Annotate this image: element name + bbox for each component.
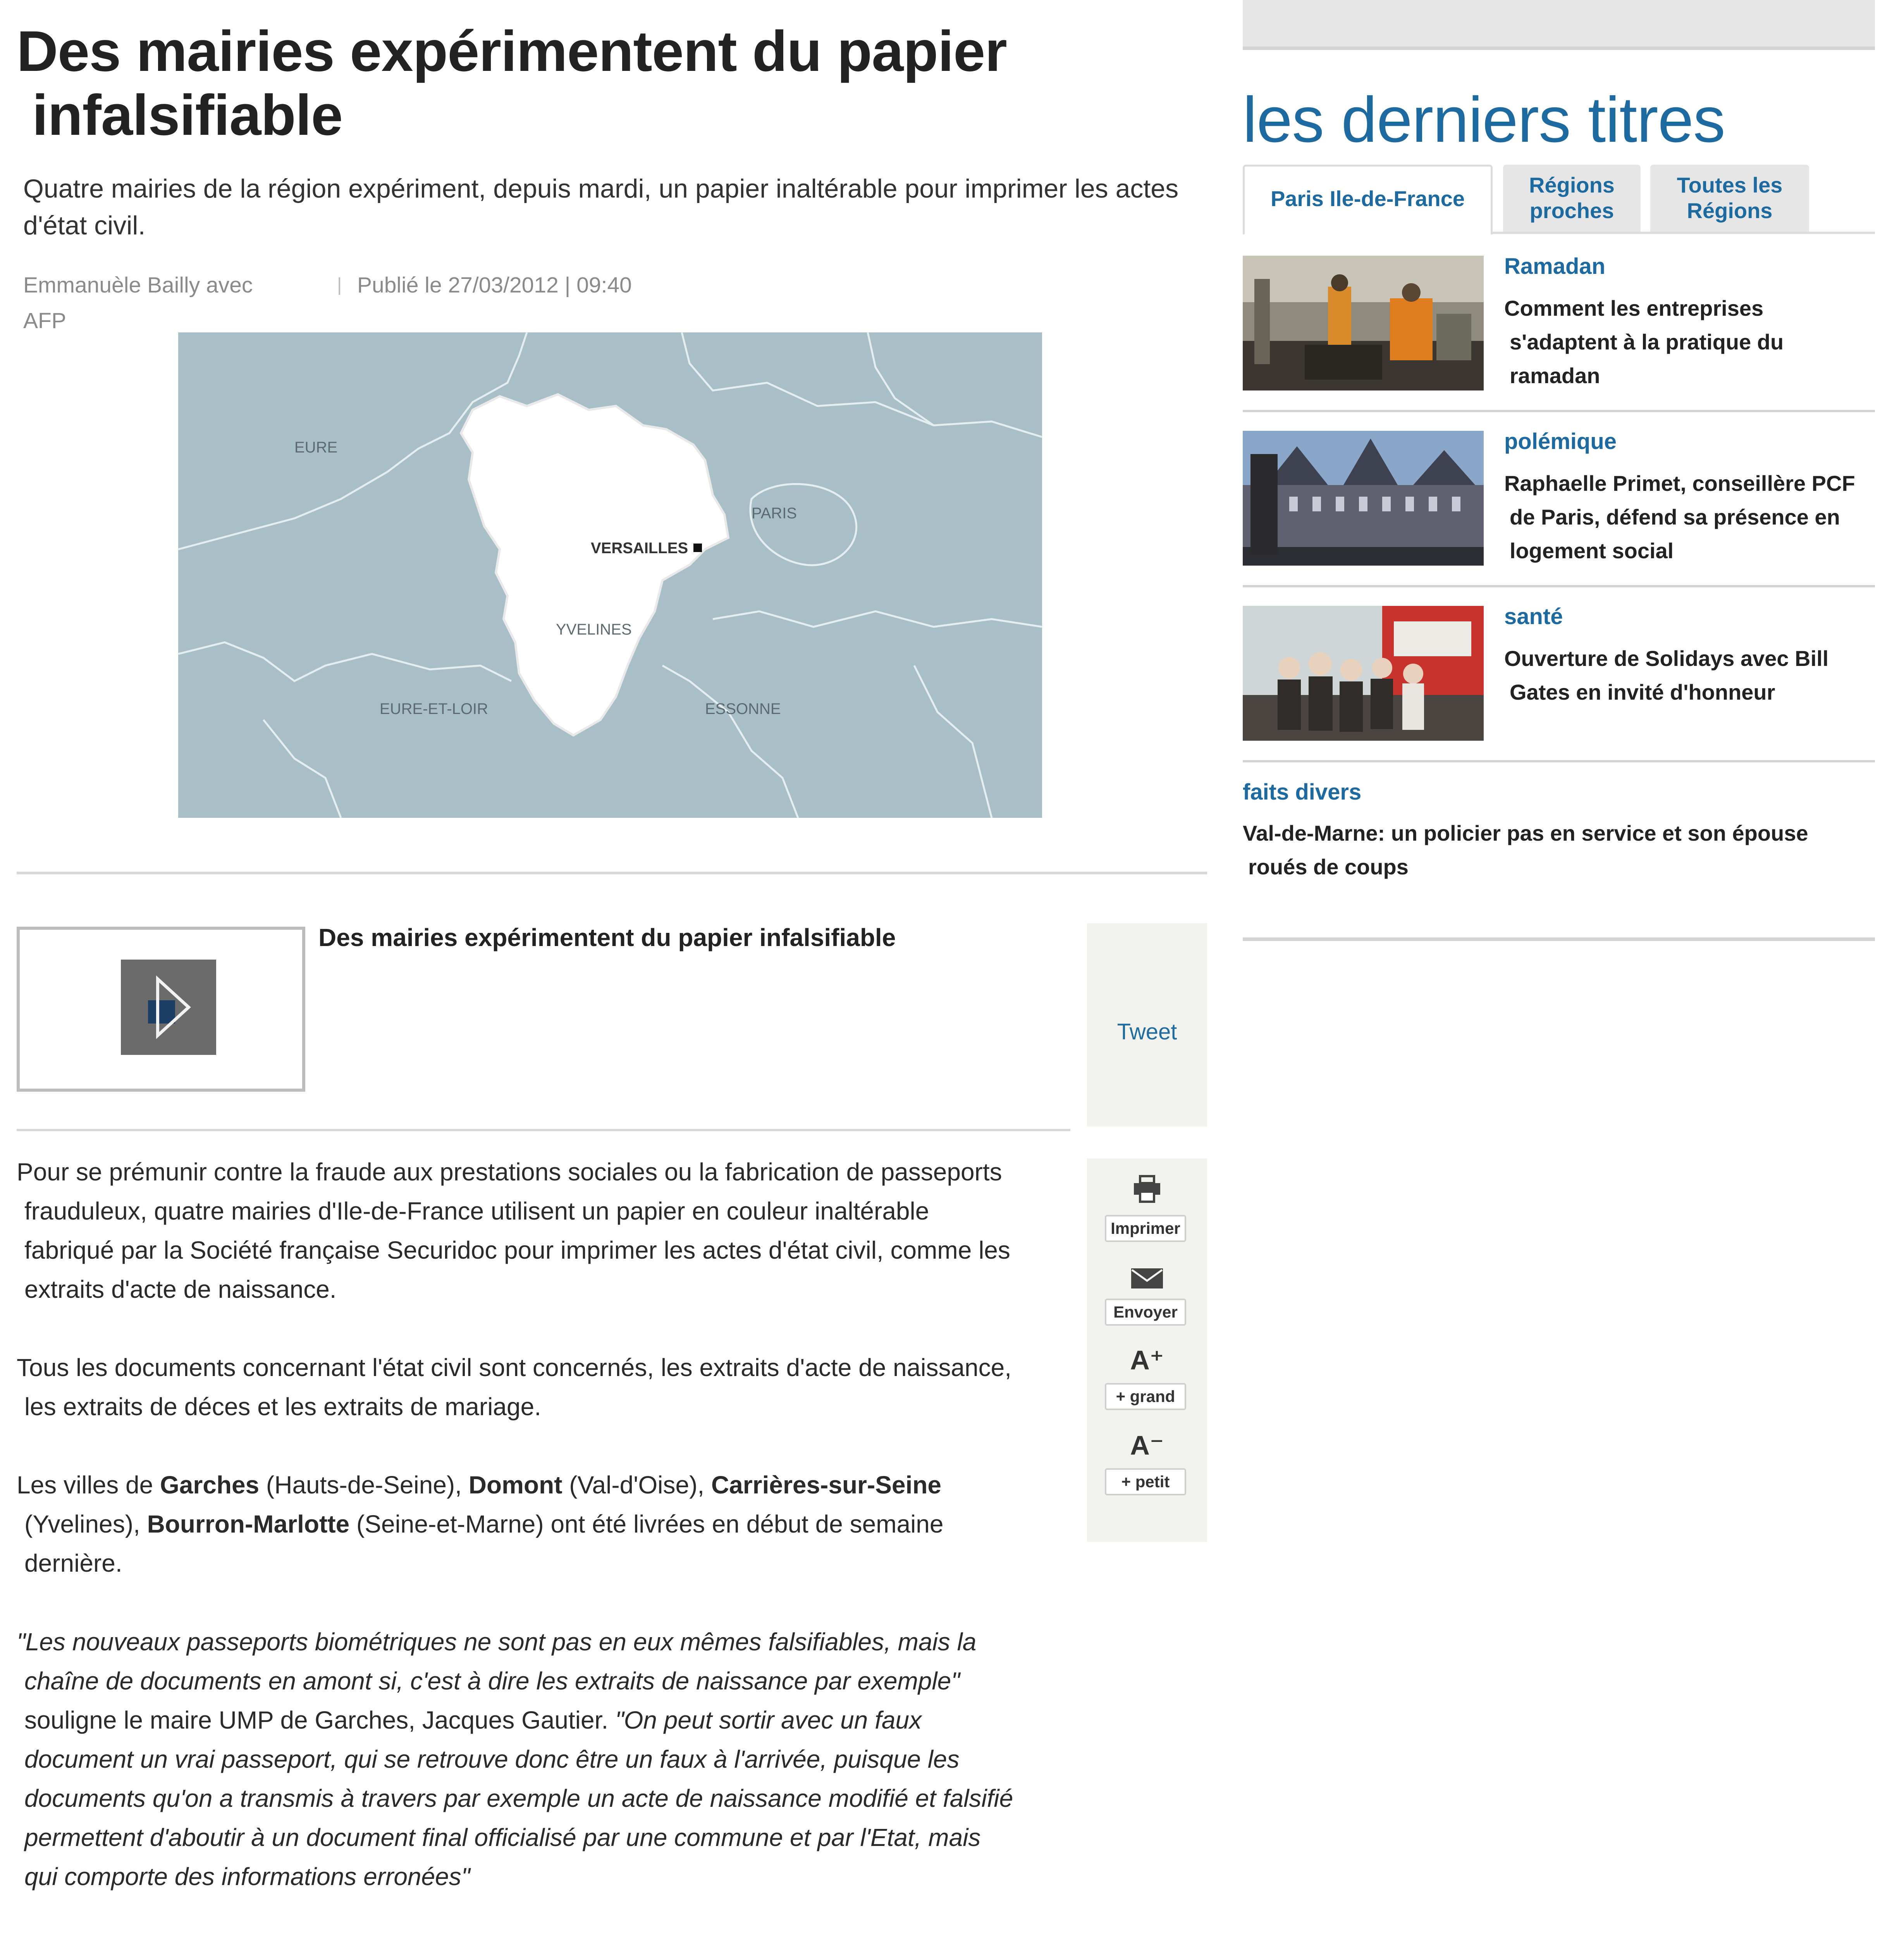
quote-line: chaîne de documents en amont si, c'est à dire les extraits de naissance par exemple" — [24, 1667, 960, 1695]
news-category[interactable]: faits divers — [1243, 779, 1362, 805]
map-label-versailles: VERSAILLES — [591, 540, 688, 557]
article-paragraph-4 — [17, 1622, 1078, 1896]
font-smaller-icon[interactable]: A⁻ — [1130, 1430, 1164, 1460]
town-carrieres: Carrières-sur-Seine — [711, 1471, 941, 1499]
publish-date: Publié le 27/03/2012 | 09:40 — [357, 273, 632, 298]
article-lead-line-1: Quatre mairies de la région expériment, depuis mardi, un papier inaltérable pour imprimer les actes — [23, 174, 1179, 203]
text-line: logement social — [1510, 538, 1674, 563]
news-title[interactable] — [1504, 642, 1828, 709]
sidebar-heading: les derniers titres — [1243, 84, 1725, 156]
divider — [1243, 46, 1875, 50]
quote-line: "Les nouveaux passeports biométriques ne sont pas en eux mêmes falsifiables, mais la — [17, 1628, 977, 1656]
text-line: s'adaptent à la pratique du — [1510, 330, 1784, 354]
divider — [17, 1129, 1070, 1131]
tweet-button[interactable]: Tweet — [1117, 1019, 1177, 1044]
article-lead-line-2: d'état civil. — [23, 211, 146, 240]
text-run: (Hauts-de-Seine), — [259, 1471, 469, 1499]
map-label-paris: PARIS — [752, 505, 797, 522]
divider — [1243, 938, 1875, 941]
text-line: roués de coups — [1248, 855, 1409, 879]
play-icon[interactable] — [121, 960, 216, 1055]
font-bigger-button[interactable]: + grand — [1105, 1383, 1186, 1410]
tab-label: Régions — [1529, 173, 1615, 197]
news-item[interactable] — [1243, 777, 1875, 893]
divider — [1243, 410, 1875, 412]
quote-line: "On peut sortir avec un faux — [615, 1706, 922, 1734]
author-line-1: Emmanuèle Bailly avec — [23, 273, 253, 298]
text-run: (Yvelines), — [24, 1510, 147, 1538]
article-title — [17, 19, 1179, 147]
tab-label: Paris Ile-de-France — [1270, 186, 1465, 211]
text-line: Tous les documents concernant l'état civil sont concernés, les extraits d'acte de naissance, — [17, 1354, 1011, 1381]
town-domont: Domont — [468, 1471, 562, 1499]
divider — [17, 872, 1207, 874]
text-line: Comment les entreprises — [1504, 296, 1764, 320]
map-label-eure: EURE — [294, 439, 338, 456]
text-run: souligne le maire UMP de Garches, Jacques Gautier. — [24, 1706, 615, 1734]
news-thumbnail[interactable] — [1243, 431, 1484, 566]
quote-line: documents qu'on a transmis à travers par exemple un acte de naissance modifié et falsifié — [24, 1784, 1013, 1812]
font-bigger-icon[interactable]: A⁺ — [1130, 1345, 1164, 1375]
map-graphic — [178, 332, 1042, 818]
quote-line: qui comporte des informations erronées" — [24, 1863, 470, 1891]
author — [23, 267, 271, 339]
news-category[interactable]: polémique — [1504, 429, 1617, 454]
tab-label: Toutes les — [1677, 173, 1783, 197]
article-lead — [23, 170, 1193, 244]
text-line: Ouverture de Solidays avec Bill — [1504, 646, 1829, 671]
map-label-essonne: ESSONNE — [705, 700, 781, 717]
text-line: les extraits de déces et les extraits de mariage. — [24, 1393, 541, 1421]
text-run: (Seine-et-Marne) ont été livrées en début de semaine — [349, 1510, 944, 1538]
news-category[interactable]: santé — [1504, 604, 1563, 629]
text-run: (Val-d'Oise), — [562, 1471, 711, 1499]
map-image — [178, 332, 1042, 818]
print-button[interactable]: Imprimer — [1105, 1215, 1186, 1242]
article-paragraph-3 — [17, 1466, 1078, 1583]
byline-separator: | — [337, 275, 342, 295]
text-line: Raphaelle Primet, conseillère PCF — [1504, 471, 1855, 495]
article-paragraph-1 — [17, 1153, 1078, 1309]
news-category[interactable]: Ramadan — [1504, 254, 1606, 279]
news-title[interactable] — [1504, 466, 1855, 568]
article-title-line-2: infalsifiable — [32, 83, 343, 147]
text-line: ramadan — [1510, 363, 1600, 388]
divider — [1243, 760, 1875, 762]
printer-icon[interactable] — [1126, 1174, 1168, 1207]
article-paragraph-2 — [17, 1348, 1078, 1426]
news-title[interactable] — [1243, 816, 1808, 884]
author-line-2: AFP — [23, 308, 66, 333]
news-title[interactable] — [1504, 291, 1784, 392]
tab-toutes-les-regions[interactable] — [1650, 165, 1809, 232]
text-line: frauduleux, quatre mairies d'Ile-de-France utilisent un papier en couleur inaltérable — [24, 1197, 929, 1225]
article-title-line-1: Des mairies expérimentent du papier — [17, 19, 1007, 83]
text-line: Gates en invité d'honneur — [1510, 680, 1775, 704]
text-run: dernière. — [24, 1549, 122, 1577]
news-thumbnail[interactable] — [1243, 256, 1484, 390]
video-title[interactable]: Des mairies expérimentent du papier infalsifiable — [318, 924, 896, 951]
text-line: Val-de-Marne: un policier pas en service et son épouse — [1243, 821, 1808, 845]
map-label-eure-et-loir: EURE-ET-LOIR — [380, 700, 488, 717]
quote-line: permettent d'aboutir à un document final officialisé par une commune et par l'Etat, mais — [24, 1823, 981, 1851]
text-line: fabriqué par la Société française Securidoc pour imprimer les actes d'état civil, comme les — [24, 1236, 1010, 1264]
tab-label: proches — [1529, 198, 1614, 223]
quote-line: document un vrai passeport, qui se retrouve donc être un faux à l'arrivée, puisque les — [24, 1745, 960, 1773]
news-thumbnail[interactable] — [1243, 606, 1484, 741]
send-button[interactable]: Envoyer — [1105, 1299, 1186, 1326]
news-item[interactable] — [1243, 256, 1875, 395]
text-run: Les villes de — [17, 1471, 160, 1499]
envelope-icon[interactable] — [1126, 1267, 1168, 1292]
town-garches: Garches — [160, 1471, 260, 1499]
text-line: Pour se prémunir contre la fraude aux prestations sociales ou la fabrication de passeports — [17, 1158, 1002, 1186]
news-item[interactable] — [1243, 606, 1875, 745]
map-label-yvelines: YVELINES — [556, 621, 632, 638]
tab-paris-ile-de-france[interactable] — [1243, 165, 1493, 234]
text-line: de Paris, défend sa présence en — [1510, 505, 1840, 529]
tab-regions-proches[interactable] — [1503, 165, 1641, 232]
sidebar-top-bar — [1243, 0, 1875, 46]
tabs-baseline — [1493, 232, 1875, 234]
font-smaller-button[interactable]: + petit — [1105, 1468, 1186, 1495]
town-bourron: Bourron-Marlotte — [147, 1510, 350, 1538]
news-item[interactable] — [1243, 431, 1875, 570]
divider — [1243, 585, 1875, 587]
tab-label: Régions — [1687, 198, 1773, 223]
text-line: extraits d'acte de naissance. — [24, 1275, 337, 1303]
